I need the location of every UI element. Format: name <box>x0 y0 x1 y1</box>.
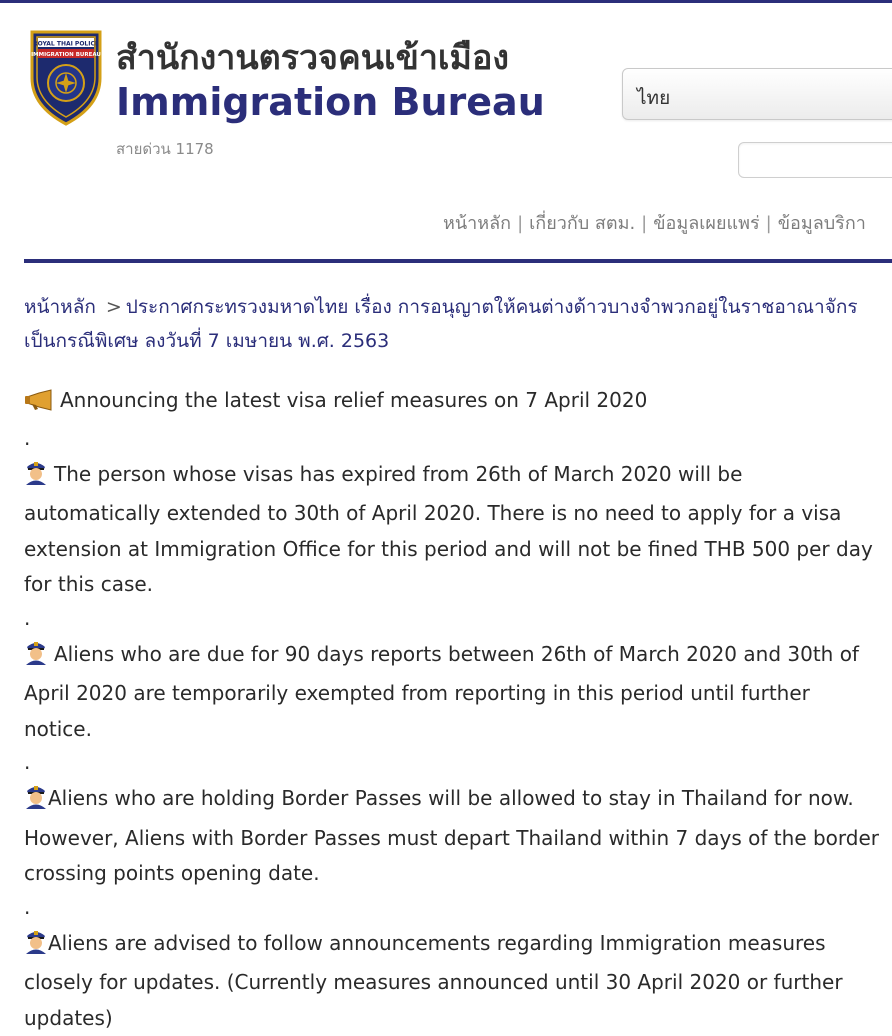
search-input[interactable] <box>738 142 892 178</box>
language-select[interactable] <box>622 68 892 120</box>
top-navigation <box>443 208 866 237</box>
paragraph-2-text: Aliens who are due for 90 days reports between 26th of March 2020 and 30th of April 2020 are temporarily exempted from reporting in this period until further notice. <box>24 642 859 741</box>
separator-dot: . <box>24 747 880 781</box>
megaphone-icon <box>24 387 54 423</box>
separator-dot: . <box>24 603 880 637</box>
site-title-english: Immigration Bureau <box>116 80 545 124</box>
breadcrumb-separator: > <box>96 296 126 318</box>
paragraph-1-text: The person whose visas has expired from 26th of March 2020 will be automatically extended to 30th of April 2020. There is no need to apply for a visa extension at Immigration Office for this period and will not be fined THB 500 per day for this case. <box>24 462 873 597</box>
breadcrumb-home[interactable]: หน้าหลัก <box>24 296 96 318</box>
paragraph-4-text: Aliens are advised to follow announcements regarding Immigration measures closely for updates. (Currently measures announced until 30 April 2020 or further updates) <box>24 931 843 1030</box>
announcement-text: Announcing the latest visa relief measures on 7 April 2020 <box>60 388 647 412</box>
police-officer-icon <box>24 928 48 966</box>
article-content <box>24 383 880 1036</box>
top-rule <box>0 0 892 3</box>
separator-dot: . <box>24 892 880 926</box>
breadcrumb-current: ประกาศกระทรวงมหาดไทย เรื่อง การอนุญาตให้คนต่างด้าวบางจำพวกอยู่ในราชอาณาจักรเป็นกรณีพิเศษ ลงวันที่ 7 เมษายน พ.ศ. 2563 <box>24 296 858 352</box>
separator-dot: . <box>24 423 880 457</box>
paragraph-follow-announcements <box>24 926 880 1036</box>
police-officer-icon <box>24 459 48 497</box>
paragraph-3-text: Aliens who are holding Border Passes will be allowed to stay in Thailand for now. However, Aliens with Border Passes must depart Thailand within 7 days of the border crossing points opening date. <box>24 786 879 885</box>
nav-home[interactable]: หน้าหลัก <box>443 213 511 234</box>
logo-text-top: ROYAL THAI POLICE <box>33 41 99 48</box>
nav-separator: | <box>511 213 529 234</box>
nav-separator: | <box>635 213 653 234</box>
language-select-value: ไทย <box>637 87 670 109</box>
immigration-bureau-logo[interactable] <box>28 26 104 126</box>
nav-divider <box>24 259 892 263</box>
announcement-line <box>24 383 880 423</box>
nav-separator: | <box>760 213 778 234</box>
nav-publications[interactable]: ข้อมูลเผยแพร่ <box>653 213 759 234</box>
nav-about[interactable]: เกี่ยวกับ สตม. <box>529 213 635 234</box>
logo-text-mid: IMMIGRATION BUREAU <box>31 52 101 58</box>
site-title-thai: สำนักงานตรวจคนเข้าเมือง <box>116 30 509 84</box>
paragraph-visa-extension <box>24 457 880 603</box>
paragraph-border-pass <box>24 781 880 892</box>
paragraph-90-day-report <box>24 637 880 748</box>
hotline-number: สายด่วน 1178 <box>116 137 214 161</box>
police-officer-icon <box>24 783 48 821</box>
breadcrumb <box>24 290 874 358</box>
police-officer-icon <box>24 639 48 677</box>
nav-services[interactable]: ข้อมูลบริกา <box>778 213 866 234</box>
